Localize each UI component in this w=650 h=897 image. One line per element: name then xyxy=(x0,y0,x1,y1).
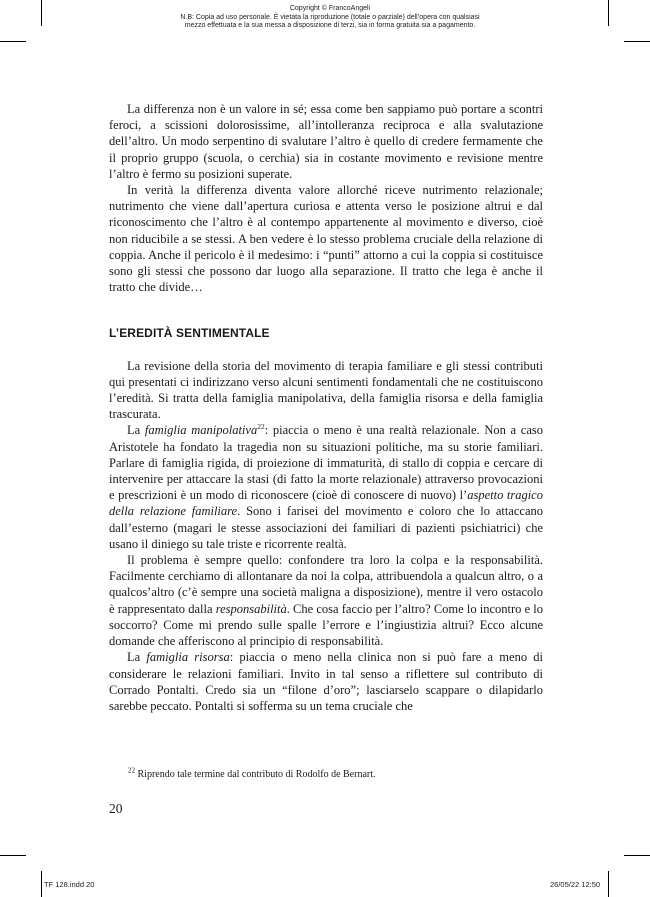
crop-mark xyxy=(41,871,42,897)
crop-mark xyxy=(624,855,650,856)
crop-mark xyxy=(41,0,42,26)
footnote-reference[interactable]: 22 xyxy=(257,422,265,432)
copyright-line: N.B: Copia ad uso personale. È vietata la riproduzione (totale o parziale) dell’opera con qualsiasi xyxy=(180,13,480,21)
text-run: La xyxy=(127,423,145,438)
text-run: . Che cosa faccio per l’altro? Come lo incontro e lo soccorro? Come mi prendo sulle spalle l’errore e l’ingiustizia altrui? Ecco alcune domande che afferiscono al principio di responsabilità. xyxy=(109,601,544,649)
page-number: 20 xyxy=(109,801,123,816)
slug-file: TF 128.indd 20 xyxy=(44,880,95,889)
section-heading: L’EREDITÀ SENTIMENTALE xyxy=(109,326,270,341)
paragraph: La differenza non è un valore in sé; essa come ben sappiamo può portare a scontri feroci, a scissioni dolorosissime, all’intolleranza reciproca e alla svalutazione dell’altro. Un modo serpentino di svalutare l’altro è quello di credere fermamente che il proprio gruppo (scuola, o cerchia) sia in costante movimento e revisione mentre l’altro è fermo su posizioni superate. xyxy=(109,102,543,181)
footnote-text: Riprendo tale termine dal contributo di Rodolfo de Bernart. xyxy=(135,769,376,780)
paragraph xyxy=(109,649,543,714)
copyright-line: mezzo effettuata e la sua messa a disposizione di terzi, sia in forma gratuita sia a pagamento. xyxy=(184,22,476,29)
text-run: . Sono i farisei del movimento e coloro che lo attaccano dall’esterno (magari le stesse associazioni dei familiari di pazienti psichiatrici) che usano il diniego su tale triste e ricorrente realtà. xyxy=(109,504,544,551)
emphasis: aspetto tragico della relazione familiare xyxy=(109,488,543,519)
crop-mark xyxy=(608,0,609,26)
copyright-line: Copyright © FrancoAngeli xyxy=(289,5,371,12)
crop-mark xyxy=(0,41,26,42)
copyright-notice xyxy=(100,5,560,31)
paragraph xyxy=(109,422,543,552)
emphasis: famiglia manipolativa xyxy=(144,423,258,438)
text-run: : piaccia o meno è una realtà relazionale. Non a caso Aristotele ha fondato la tragedia non su situazioni politiche, ma su storie familiari. Parlare di famiglia rigida, di proiezione di immaturità, di stallo di coppia e cercare di intervenire per attaccare la stasi (di fatto la morte relazionale) attraverso provocazioni e prescrizioni è un modo di riconoscere (cioè di conoscere di nuovo) l’ xyxy=(109,423,544,503)
emphasis: responsabilità xyxy=(215,601,287,616)
crop-mark xyxy=(624,41,650,42)
paragraph: La revisione della storia del movimento di terapia familiare e gli stessi contributi qui presentati ci indirizzano verso alcuni sentimenti fondamentali che ne costituiscono l’eredità. Si tratta della famiglia manipolativa, della famiglia risorsa e della famiglia trascurata. xyxy=(109,358,543,422)
emphasis: famiglia risorsa xyxy=(146,650,230,665)
footnote-number: 22 xyxy=(128,766,135,775)
text-run: La xyxy=(127,650,147,665)
text-run: Il problema è sempre quello: confondere tra loro la colpa e la responsabilità. Facilmente cerchiamo di allontanare da noi la colpa, attribuendola a qualcun altro, o a qualcos’altro (c’è sempre una società maligna a disposizione), mentre il vero ostacolo è rappresentato dalla xyxy=(109,553,543,616)
paragraph xyxy=(109,552,543,649)
body-text xyxy=(109,101,543,714)
text-run: : piaccia o meno nella clinica non si può fare a meno di considerare le relazioni familiari. Invito in tal senso a riflettere sul contributo di Corrado Pontalti. Credo sia un “filone d’oro”; lasciarselo scappare o dilapidarlo sarebbe peccato. Pontalti si sofferma su un tema cruciale che xyxy=(109,650,543,713)
paragraph: In verità la differenza diventa valore allorché riceve nutrimento relazionale; nutrimento che viene dall’apertura curiosa e attenta verso le posizione altrui e dal riconoscimento che l’altro è al contempo appartenente al movimento e diverso, cioè non riducibile a se stessi. A ben vedere è lo stesso problema cruciale della relazione di coppia. Anche il pericolo è il medesimo: i “punti” attorno a cui la coppia si costituisce sono gli stessi che possono dar luogo alla separazione. Il tratto che lega è anche il tratto che divide… xyxy=(109,183,543,295)
slug-datetime: 26/05/22 12:50 xyxy=(550,880,601,889)
crop-mark xyxy=(0,855,26,856)
crop-mark xyxy=(608,871,609,897)
footnote xyxy=(128,766,548,781)
